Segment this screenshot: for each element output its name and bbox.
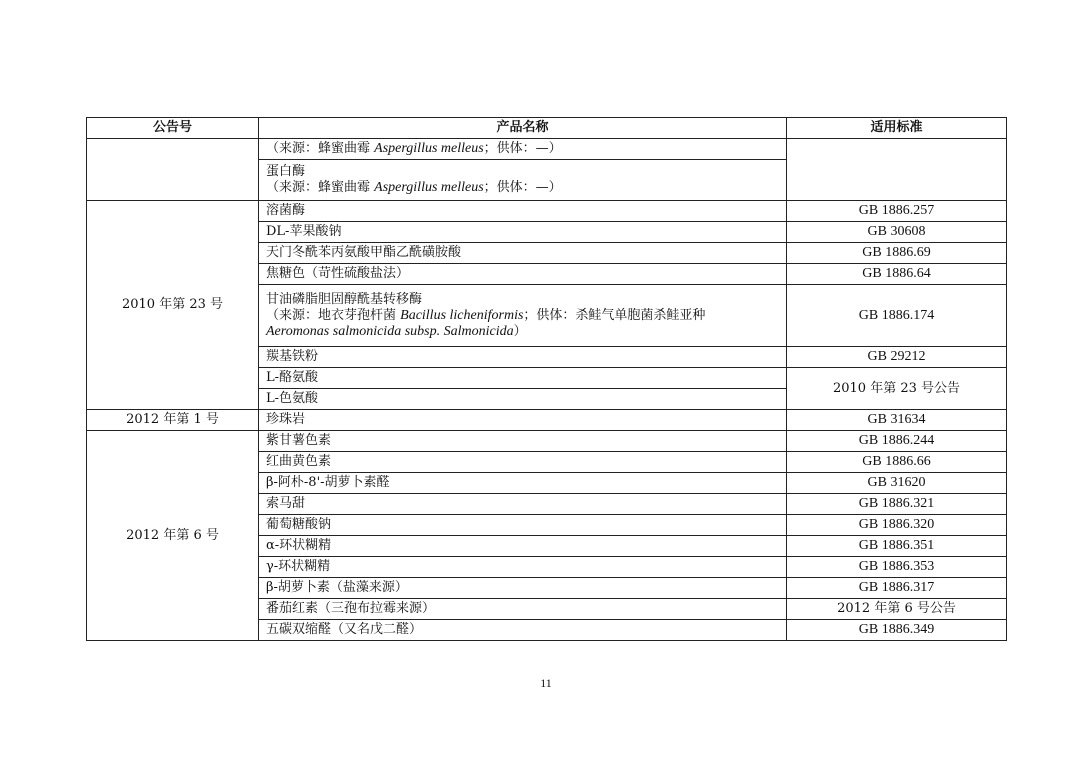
standard-cell: GB 1886.351: [787, 536, 1007, 557]
product-cell: 番茄红素（三孢布拉霉来源）: [259, 599, 787, 620]
product-cell: 天门冬酰苯丙氨酸甲酯乙酰磺胺酸: [259, 243, 787, 264]
product-cell: α-环状糊精: [259, 536, 787, 557]
product-cell: （来源：蜂蜜曲霉 Aspergillus melleus；供体：—）: [259, 139, 787, 160]
product-cell: 溶菌酶: [259, 201, 787, 222]
product-cell: 葡萄糖酸钠: [259, 515, 787, 536]
product-cell: DL-苹果酸钠: [259, 222, 787, 243]
standard-cell: GB 31620: [787, 473, 1007, 494]
standard-cell: GB 1886.320: [787, 515, 1007, 536]
standard-cell: GB 1886.257: [787, 201, 1007, 222]
table-row: [87, 139, 1007, 160]
standard-cell: 2010 年第 23 号公告: [787, 368, 1007, 410]
standard-cell: GB 1886.349: [787, 620, 1007, 641]
notice-cell-empty: [87, 139, 259, 201]
table-row: [87, 201, 1007, 222]
header-product: 产品名称: [259, 118, 787, 139]
notice-cell: 2010 年第 23 号: [87, 201, 259, 410]
product-cell: L-酪氨酸: [259, 368, 787, 389]
standard-cell: GB 1886.66: [787, 452, 1007, 473]
standard-cell: GB 1886.69: [787, 243, 1007, 264]
standard-cell: GB 1886.64: [787, 264, 1007, 285]
table-row: [87, 431, 1007, 452]
standards-table: [86, 117, 1007, 641]
standard-cell: GB 30608: [787, 222, 1007, 243]
standard-cell: GB 1886.321: [787, 494, 1007, 515]
product-cell: 红曲黄色素: [259, 452, 787, 473]
product-cell: 索马甜: [259, 494, 787, 515]
product-cell: 五碳双缩醛（又名戊二醛）: [259, 620, 787, 641]
page-number: 11: [540, 676, 552, 690]
header-standard: 适用标准: [787, 118, 1007, 139]
product-cell: 蛋白酶 （来源：蜂蜜曲霉 Aspergillus melleus；供体：—）: [259, 160, 787, 201]
product-cell: 紫甘薯色素: [259, 431, 787, 452]
table-row: [87, 410, 1007, 431]
product-cell: L-色氨酸: [259, 389, 787, 410]
product-cell: 珍珠岩: [259, 410, 787, 431]
standard-cell-empty: [787, 139, 1007, 201]
product-cell: β-阿朴-8'-胡萝卜素醛: [259, 473, 787, 494]
notice-cell: 2012 年第 1 号: [87, 410, 259, 431]
standard-cell: GB 31634: [787, 410, 1007, 431]
standard-cell: GB 1886.353: [787, 557, 1007, 578]
product-cell: 焦糖色（苛性硫酸盐法）: [259, 264, 787, 285]
product-cell: γ-环状糊精: [259, 557, 787, 578]
table-header-row: [87, 118, 1007, 139]
standard-cell: GB 1886.174: [787, 285, 1007, 347]
product-cell: 甘油磷脂胆固醇酰基转移酶 （来源：地衣芽孢杆菌 Bacillus licheniformis；供体：杀鲑气单胞菌杀鲑亚种 Aeromonas salmonicida subsp. Salmonicida）: [259, 285, 787, 347]
header-notice: 公告号: [87, 118, 259, 139]
standard-cell: GB 1886.244: [787, 431, 1007, 452]
standard-cell: GB 1886.317: [787, 578, 1007, 599]
standard-cell: 2012 年第 6 号公告: [787, 599, 1007, 620]
product-cell: β-胡萝卜素（盐藻来源）: [259, 578, 787, 599]
standard-cell: GB 29212: [787, 347, 1007, 368]
product-cell: 羰基铁粉: [259, 347, 787, 368]
notice-cell: 2012 年第 6 号: [87, 431, 259, 641]
